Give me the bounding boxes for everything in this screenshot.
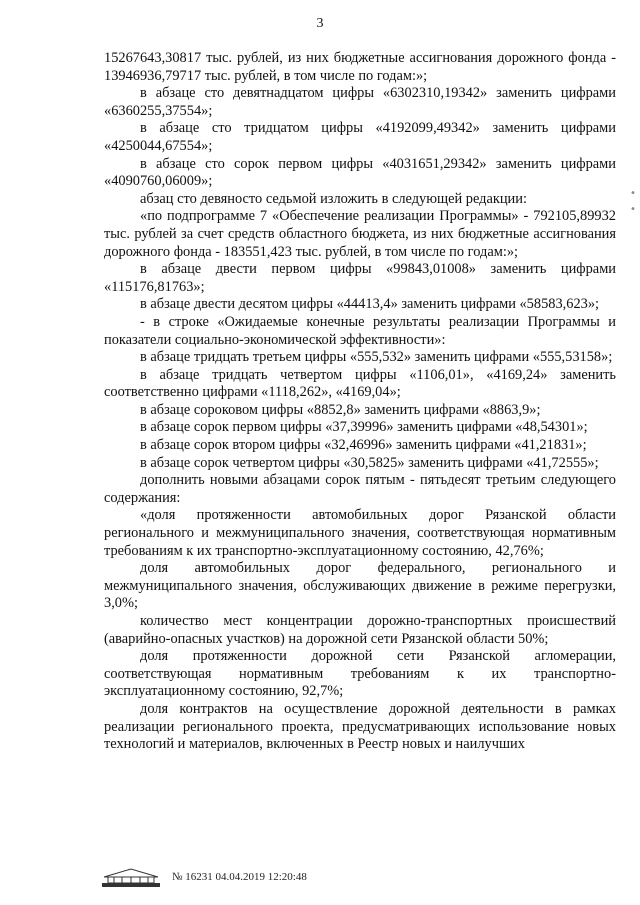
paragraph: в абзаце сорок первом цифры «37,39996» заменить цифрами «48,54301»; xyxy=(140,419,588,436)
document-footer xyxy=(100,866,400,890)
paragraph: в абзаце двести первом цифры «99843,01008» заменить цифрами «115176,81763»; xyxy=(104,261,616,295)
paragraph: в абзаце двести десятом цифры «44413,4» заменить цифрами «58583,623»; xyxy=(140,296,600,313)
page-number: 3 xyxy=(316,16,324,31)
registration-stamp: № 16231 04.04.2019 12:20:48 xyxy=(172,871,307,883)
paragraph: в абзаце сто тридцатом цифры «4192099,49342» заменить цифрами «4250044,67554»; xyxy=(104,120,616,154)
paragraph: доля автомобильных дорог федерального, регионального и межмуниципального значения, обслуживающих движение в режиме перегрузки, 3,0%; xyxy=(104,560,616,612)
government-seal-icon xyxy=(100,866,162,888)
paragraph: в абзаце сороковом цифры «8852,8» заменить цифрами «8863,9»; xyxy=(140,401,541,418)
paragraph: в абзаце сто сорок первом цифры «4031651,29342» заменить цифрами «4090760,06009»; xyxy=(104,155,616,190)
paragraph: доля контрактов на осуществление дорожной деятельности в рамках реализации регионального проекта, предусматривающих использование новых технологий и материалов, включенных в Реестр новых и наилучших xyxy=(104,700,616,753)
document-body xyxy=(104,50,616,754)
edge-tick-mark: • xyxy=(630,188,636,199)
paragraph: дополнить новыми абзацами сорок пятым - пятьдесят третьим следующего содержания: xyxy=(104,472,616,506)
paragraph: в абзаце сорок втором цифры «32,46996» заменить цифрами «41,21831»; xyxy=(140,437,587,454)
paragraph: в абзаце тридцать третьем цифры «555,532» заменить цифрами «555,53158»; xyxy=(140,349,613,366)
paragraph: в абзаце сто девятнадцатом цифры «6302310,19342» заменить цифрами «6360255,37554»; xyxy=(104,85,616,119)
paragraph: в абзаце сорок четвертом цифры «30,5825» заменить цифрами «41,72555»; xyxy=(140,454,599,471)
paragraph: - в строке «Ожидаемые конечные результаты реализации Программы и показатели социально-экономической эффективности»: xyxy=(104,313,616,348)
paragraph: «по подпрограмме 7 «Обеспечение реализации Программы» - 792105,89932 тыс. рублей за счет средств областного бюджета, из них бюджетные ассигнования дорожного фонда - 183551,423 тыс. рублей, в том числе по годам:»; xyxy=(104,208,616,260)
paragraph: количество мест концентрации дорожно-транспортных происшествий (аварийно-опасных участков) на дорожной сети Рязанской области 50%; xyxy=(104,613,616,647)
paragraph: в абзаце тридцать четвертом цифры «1106,01», «4169,24» заменить соответственно цифрами «1118,262», «4169,04»; xyxy=(104,366,616,401)
paragraph: «доля протяженности автомобильных дорог Рязанской области регионального и межмуниципального значения, соответствующая нормативным требованиям к их транспортно-эксплуатационному состоянию, 42,76%; xyxy=(104,507,616,559)
paragraph: 15267643,30817 тыс. рублей, из них бюджетные ассигнования дорожного фонда - 13946936,79717 тыс. рублей, в том числе по годам:»; xyxy=(104,50,616,84)
paragraph: абзац сто девяносто седьмой изложить в следующей редакции: xyxy=(140,190,527,207)
edge-tick-mark: • xyxy=(630,204,636,215)
paragraph: доля протяженности дорожной сети Рязанской агломерации, соответствующая нормативным требованиям к их транспортно-эксплуатационному состоянию, 92,7%; xyxy=(104,648,616,700)
